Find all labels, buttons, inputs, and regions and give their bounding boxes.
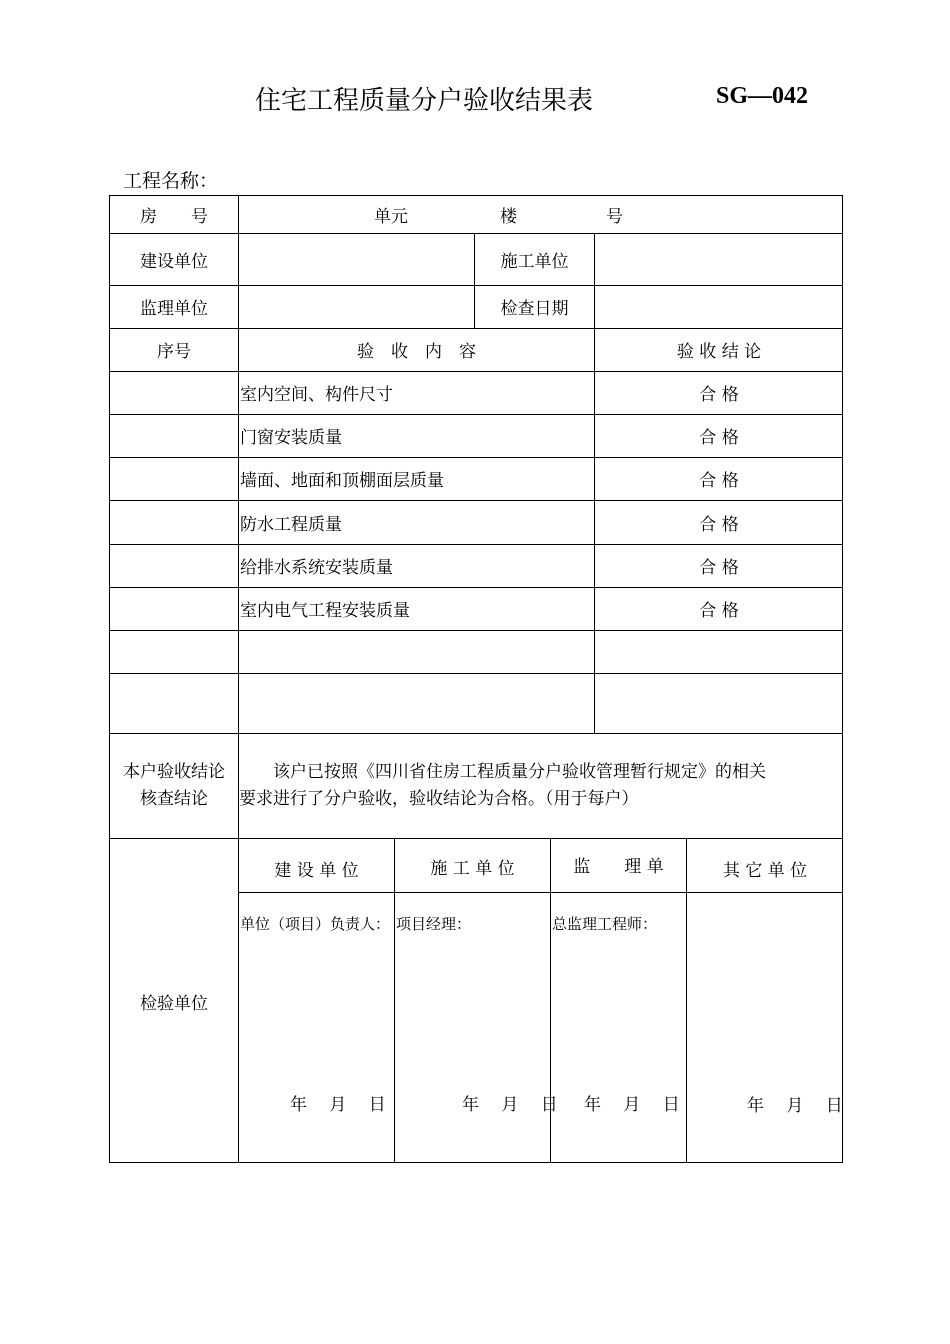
seq-header: 序号 [157, 342, 191, 362]
inspection-col-build: 建 设 单 位 [274, 860, 359, 881]
row-divider [239, 892, 842, 893]
build-sign-label: 单位（项目）负责人： [240, 914, 391, 933]
number-label: 号 [606, 207, 623, 227]
page-title: 住宅工程质量分户验收结果表 [255, 86, 594, 116]
inspection-col-supervise: 监 理 单 [573, 856, 664, 877]
inspection-col-other: 其 它 单 位 [722, 860, 808, 881]
item-content: 给排水系统安装质量 [240, 558, 393, 578]
item-result: 合 格 [699, 385, 739, 405]
construct-sign-label: 项目经理： [396, 914, 472, 933]
check-date-label: 检查日期 [500, 299, 569, 319]
construct-date: 年 月 日 [462, 1094, 558, 1115]
building-label: 楼 [500, 207, 517, 227]
item-result: 合 格 [699, 471, 739, 491]
content-header: 验 收 内 容 [357, 342, 476, 362]
item-content: 墙面、地面和顶棚面层质量 [240, 471, 444, 491]
conclusion-label-line1: 本户验收结论 [123, 761, 225, 782]
item-content: 防水工程质量 [240, 514, 342, 535]
supervise-unit-label: 监理单位 [140, 299, 208, 319]
acceptance-table [109, 195, 843, 1163]
item-content: 门窗安装质量 [240, 428, 342, 448]
item-result: 合 格 [699, 558, 739, 578]
item-content: 室内空间、构件尺寸 [240, 385, 393, 405]
conclusion-text-line2: 要求进行了分户验收，验收结论为合格。（用于每户） [239, 788, 639, 809]
row-divider [110, 673, 842, 674]
conclusion-text [239, 733, 843, 838]
inspection-col-construct: 施 工 单 位 [430, 858, 515, 879]
inspection-label: 检验单位 [140, 993, 208, 1014]
project-name-label: 工程名称： [123, 170, 219, 192]
item-result: 合 格 [699, 601, 739, 621]
construct-unit-label: 施工单位 [500, 251, 569, 272]
room-number-label: 房 号 [140, 207, 208, 227]
supervise-sign-label: 总监理工程师： [552, 914, 658, 933]
build-unit-label: 建设单位 [140, 251, 208, 272]
item-result: 合 格 [699, 514, 739, 535]
build-date: 年 月 日 [290, 1094, 386, 1115]
item-result: 合 格 [699, 428, 739, 448]
item-content: 室内电气工程安装质量 [240, 601, 410, 621]
form-code: SG—042 [716, 83, 809, 109]
conclusion-label-line2: 核查结论 [140, 788, 208, 809]
conclusion-label [110, 733, 238, 838]
conclusion-text-line1: 该户已按照《四川省住房工程质量分户验收管理暂行规定》的相关 [239, 761, 766, 782]
supervise-date: 年 月 日 [584, 1094, 680, 1115]
unit-label: 单元 [374, 207, 408, 227]
conclusion-header: 验 收 结 论 [676, 342, 762, 362]
row-divider [110, 630, 842, 631]
other-date: 年 月 日 [747, 1095, 843, 1116]
